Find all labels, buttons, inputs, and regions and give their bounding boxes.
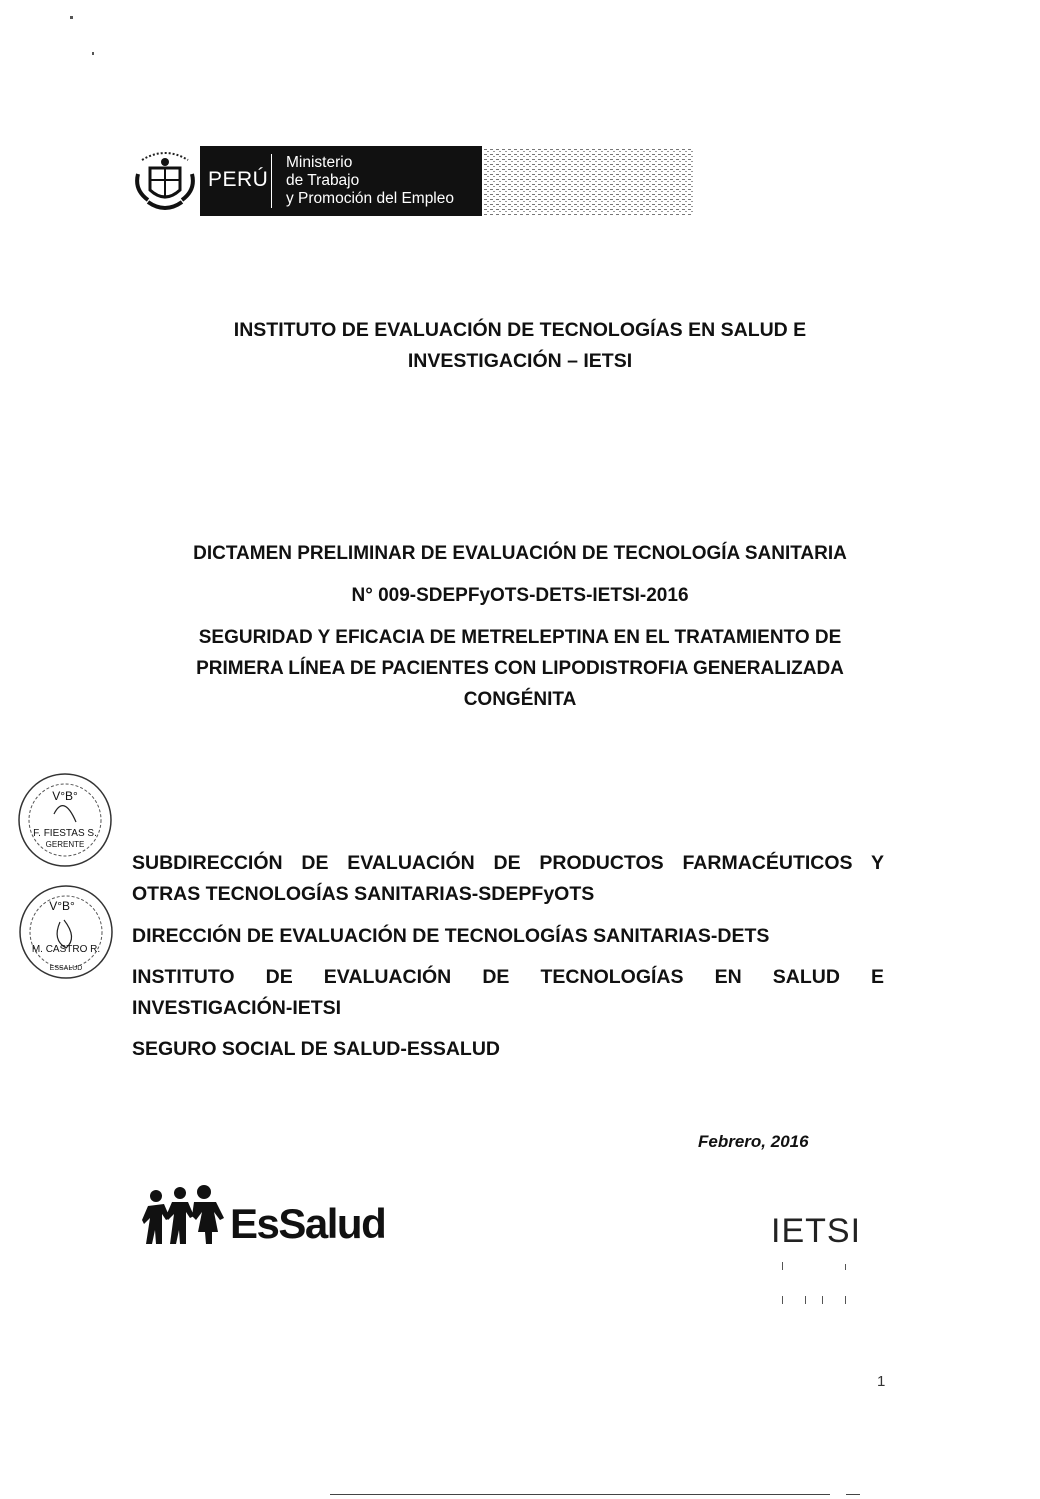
report-subject-line: CONGÉNITA [463,689,577,710]
report-number-text: N° 009-SDEPFyOTS-DETS-IETSI-2016 [351,585,689,606]
ietsi-logo-mark [805,1296,806,1304]
peru-label-block [200,146,482,216]
stamp-role: GERENTE [45,840,85,849]
report-number [0,580,1040,611]
report-subject [0,622,1040,715]
ietsi-logo-text: IETSI [771,1212,862,1250]
scan-speck [92,52,94,55]
stamp-name: F. FIESTAS S. [33,828,97,839]
entity-subdireccion-line2: OTRAS TECNOLOGÍAS SANITARIAS-SDEPFyOTS [132,883,595,905]
ietsi-logo-mark [822,1296,823,1304]
peru-coat-of-arms-icon [134,150,196,216]
ietsi-logo-mark [782,1296,783,1304]
ietsi-logo-mark [782,1262,783,1270]
document-date: Febrero, 2016 [698,1132,809,1151]
stamp-seal-text: V°B° [49,899,75,913]
approval-stamp [14,882,114,982]
entity-subdireccion-line1: SUBDIRECCIÓN DE EVALUACIÓN DE PRODUCTOS FARMACÉUTICOS Y [132,852,884,874]
entity-direccion: DIRECCIÓN DE EVALUACIÓN DE TECNOLOGÍAS SANITARIAS-DETS [132,925,770,947]
scan-speck [70,16,73,19]
institute-title [0,315,1040,377]
scan-edge-line [330,1494,830,1495]
report-subject-line: PRIMERA LÍNEA DE PACIENTES CON LIPODISTROFIA GENERALIZADA [196,658,844,679]
report-subject-line: SEGURIDAD Y EFICACIA DE METRELEPTINA EN EL TRATAMIENTO DE [198,627,842,648]
report-heading: DICTAMEN PRELIMINAR DE EVALUACIÓN DE TECNOLOGÍA SANITARIA [193,543,847,564]
scan-noise-texture [484,148,694,216]
approval-seal-icon [14,882,124,982]
entity-seguro: SEGURO SOCIAL DE SALUD-ESSALUD [132,1038,501,1060]
page-number: 1 [877,1373,886,1390]
approval-stamp [10,770,110,870]
ministry-line: y Promoción del Empleo [286,190,454,207]
entity-instituto-line1: INSTITUTO DE EVALUACIÓN DE TECNOLOGÍAS EN SALUD E [132,966,884,988]
institute-title-line: INVESTIGACIÓN – IETSI [407,350,633,372]
ministry-name [286,154,454,208]
ietsi-logo-mark [845,1264,846,1270]
stamp-bottom-text: ESSALUD [49,965,83,972]
country-name: PERÚ [208,168,269,191]
essalud-family-icon [140,1184,232,1248]
institute-title-line: INSTITUTO DE EVALUACIÓN DE TECNOLOGÍAS EN SALUD E [233,319,807,341]
entity-instituto-line2: INVESTIGACIÓN-IETSI [132,997,342,1019]
scan-edge-line [846,1494,860,1495]
ministry-line: de Trabajo [286,172,360,189]
stamp-name: M. CASTRO R. [31,944,101,955]
divider [271,154,272,208]
ministry-line: Ministerio [286,154,353,171]
report-title [0,538,1040,569]
approval-seal-icon [10,770,120,870]
ietsi-logo-mark [845,1296,846,1304]
stamp-seal-text: V°B° [52,789,78,803]
essalud-logo-text: EsSalud [230,1200,386,1247]
